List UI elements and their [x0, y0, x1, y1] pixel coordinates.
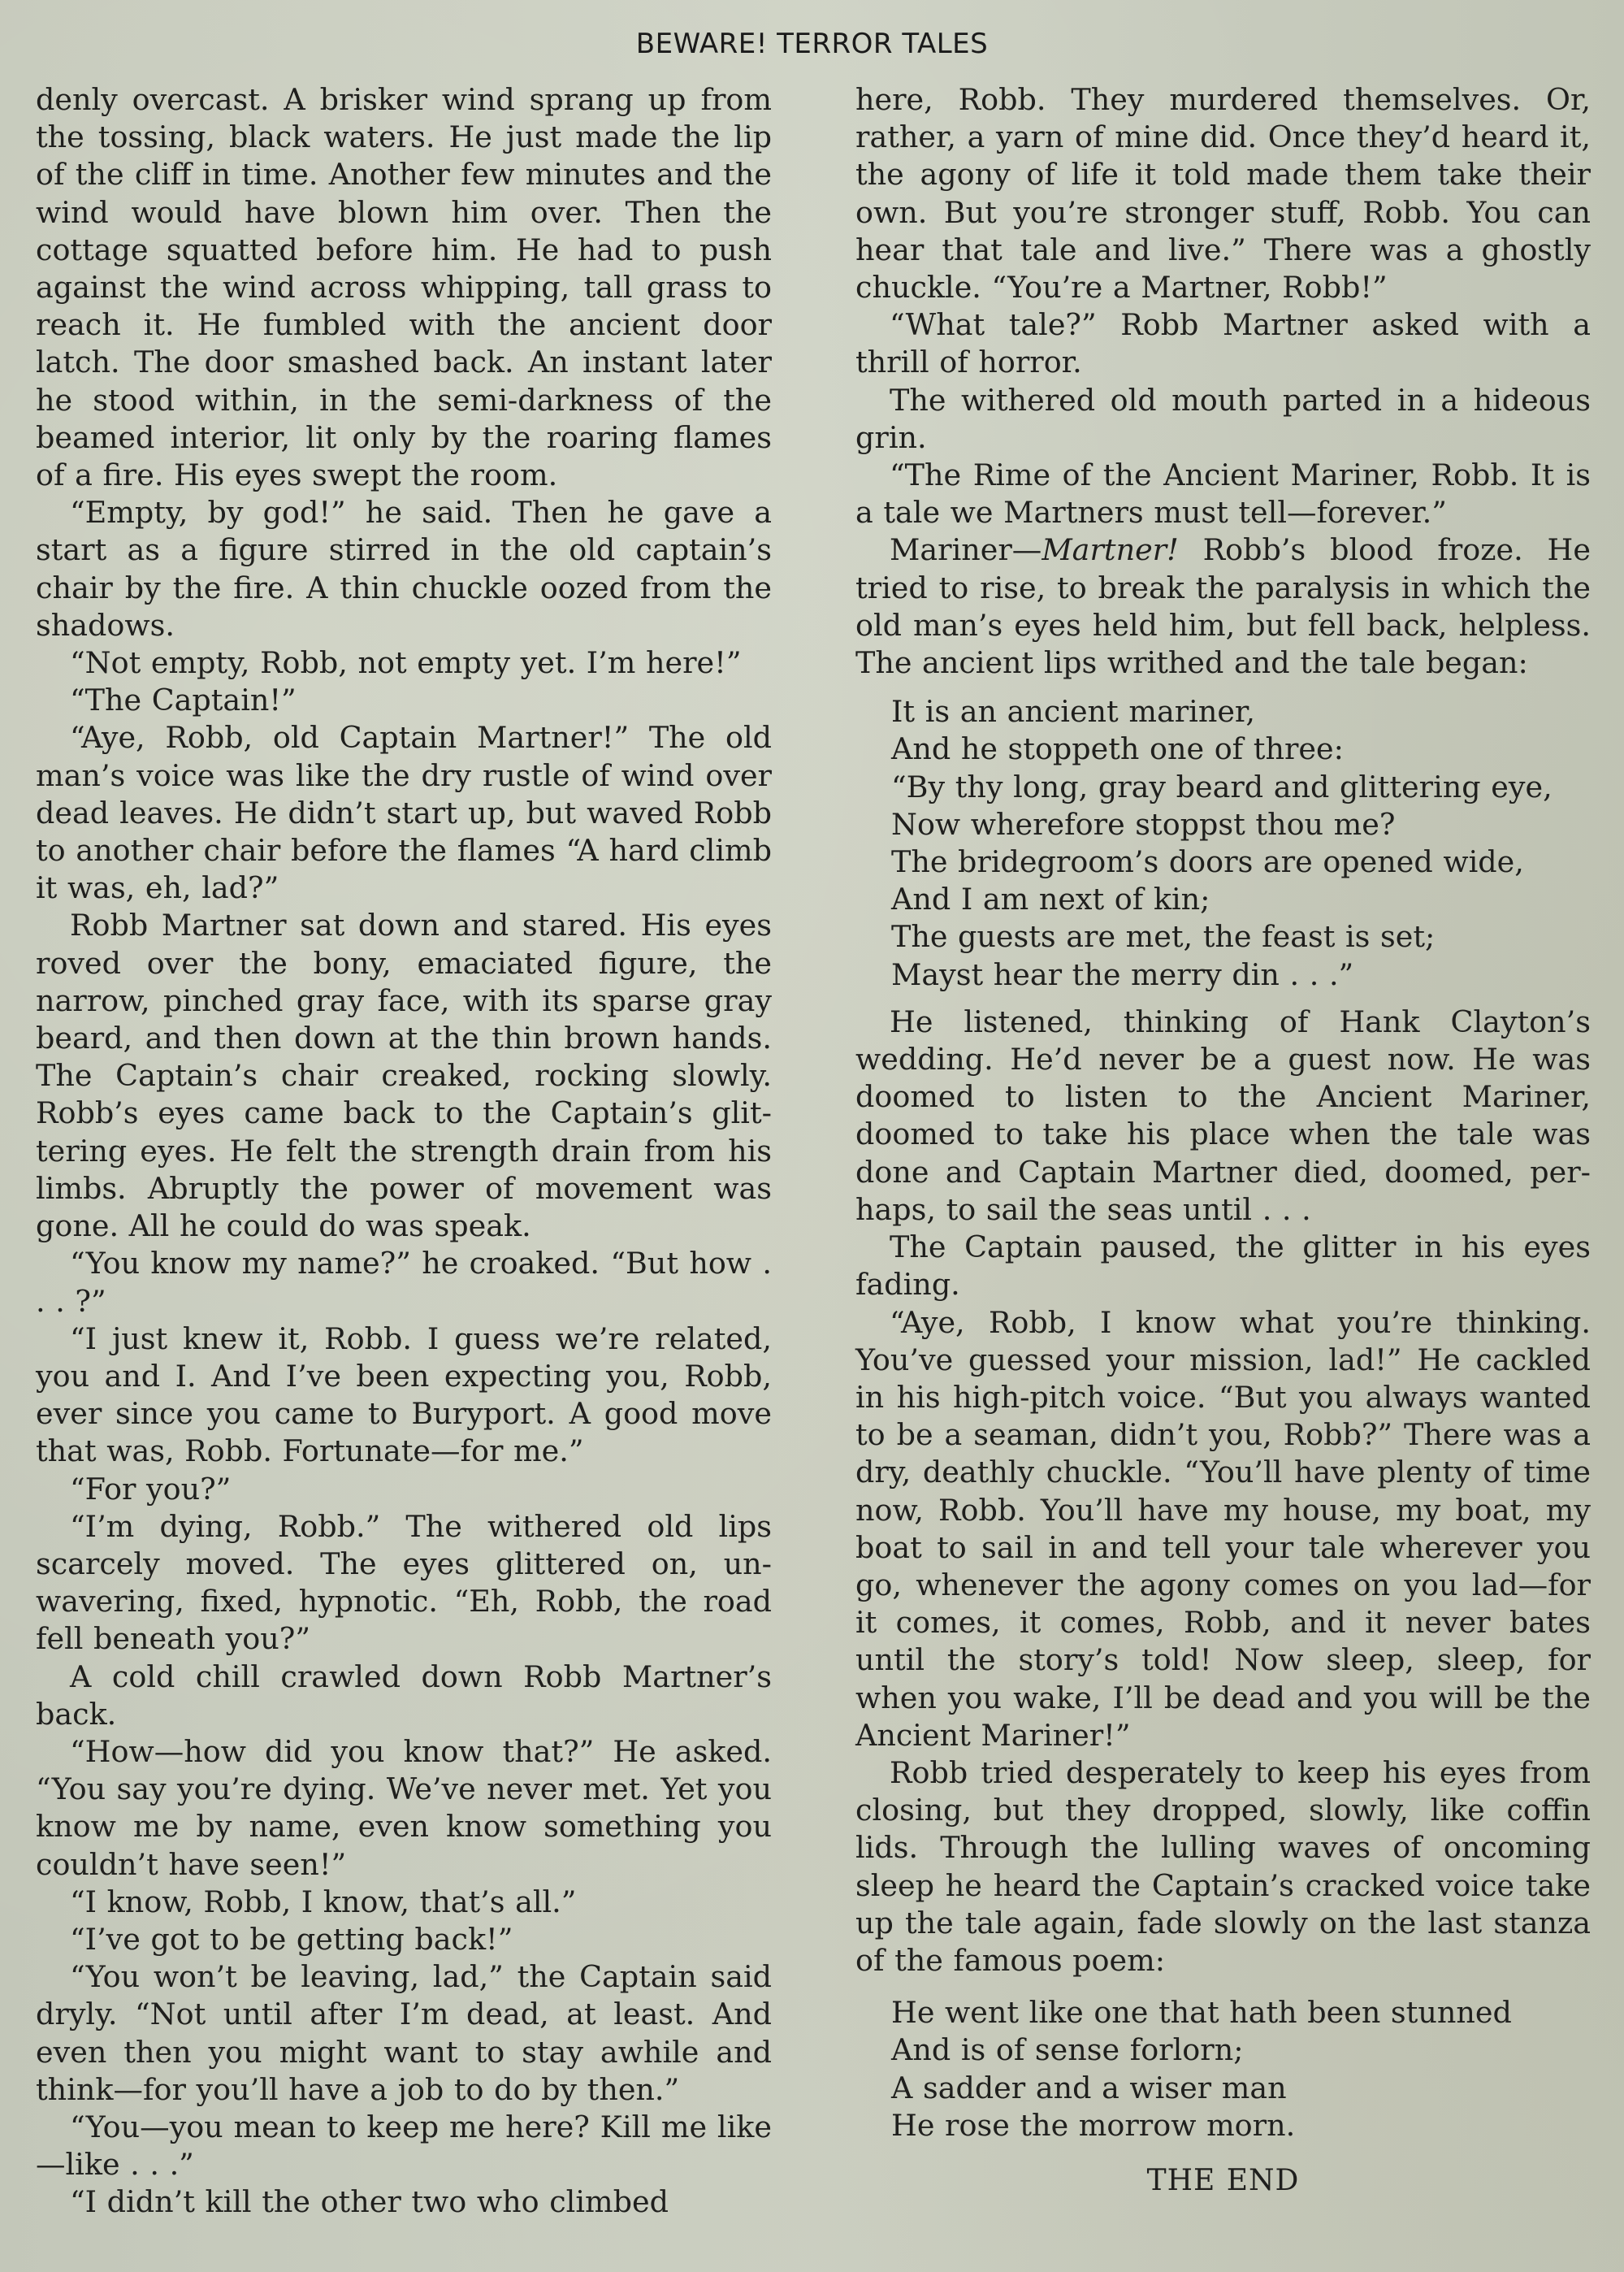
paragraph: “How—how did you know that?” He asked. “You say you’re dying. We’ve never met. Yet you know me by name, even know something you couldn’t have seen!”: [36, 1733, 772, 1882]
paragraph: He listened, thinking of Hank Clayton’s wedding. He’d never be a guest now. He was doomed to listen to the Ancient Mariner, doomed to take his place when the tale was done and Captain Martner died, doomed, perhaps, to sail the seas until . . .: [855, 1004, 1591, 1227]
paragraph: “Aye, Robb, I know what you’re thinking. You’ve guessed your mission, lad!” He cackled in his high-pitch voice. “But you always wanted to be a seaman, didn’t you, Robb?” There was a dry, deathly chuckle. “You’ll have plenty of time now, Robb. You’ll have my house, my boat, my boat to sail in and tell your tale wherever you go, whenever the agony comes on you lad—for it comes, it comes, Robb, and it never bates until the story’s told! Now sleep, sleep, for when you wake, I’ll be dead and you will be the Ancient Mariner!”: [855, 1304, 1591, 1753]
left-column: [36, 81, 772, 2222]
paragraph: “I’m dying, Robb.” The withered old lips scarcely moved. The eyes glittered on, unwavering, fixed, hypnotic. “Eh, Robb, the road fell beneath you?”: [36, 1508, 772, 1657]
poem-line: The bridegroom’s doors are opened wide,: [891, 844, 1524, 880]
paragraph: “You—you mean to keep me here? Kill me like—like . . .”: [36, 2109, 772, 2183]
poem-line: The guests are met, the feast is set;: [891, 919, 1436, 955]
poem-line: It is an ancient mariner,: [891, 694, 1255, 730]
page-header-title: BEWARE! TERROR TALES: [635, 28, 989, 60]
poem-line: And is of sense forlorn;: [891, 2032, 1244, 2068]
right-column: [855, 81, 1591, 2200]
martner-emphasis: Martner!: [1042, 532, 1179, 568]
paragraph: “Aye, Robb, old Captain Martner!” The old man’s voice was like the dry rustle of wind over dead leaves. He didn’t start up, but waved Robb to another chair before the flames “A hard climb it was, eh, lad?”: [36, 720, 772, 906]
paragraph: A cold chill crawled down Robb Martner’s back.: [36, 1658, 772, 1732]
paragraph: “What tale?” Robb Martner asked with a thrill of horror.: [855, 307, 1591, 380]
paragraph: denly overcast. A brisker wind sprang up from the tossing, black waters. He just made the lip of the cliff in time. Another few minutes and the wind would have blown him over. Then the cottage squatted before him. He had to push against the wind across whipping, tall grass to reach it. He fumbled with the ancient door latch. The door smashed back. An instant later he stood within, in the semi-darkness of the beamed interior, lit only by the roaring flames of a fire. His eyes swept the room.: [36, 82, 772, 493]
paragraph: Robb Martner sat down and stared. His eyes roved over the bony, emaciated figure, the narrow, pinched gray face, with its sparse gray beard, and then down at the thin brown hands. The Captain’s chair creaked, rocking slowly. Robb’s eyes came back to the Captain’s glittering eyes. He felt the strength drain from his limbs. Abruptly the power of movement was gone. All he could do was speak.: [36, 908, 772, 1244]
paragraph: “You know my name?” he croaked. “But how . . . ?”: [36, 1246, 772, 1319]
paragraph: “The Captain!”: [70, 683, 297, 718]
poem-line: A sadder and a wiser man: [891, 2070, 1287, 2105]
paragraph: here, Robb. They murdered themselves. Or, rather, a yarn of mine did. Once they’d heard it, the agony of life it told made them take their own. But you’re stronger stuff, Robb. You can hear that tale and live.” There was a ghostly chuckle. “You’re a Martner, Robb!”: [855, 82, 1591, 306]
poem-line: He went like one that hath been stunned: [891, 1995, 1512, 2031]
paragraph: “Not empty, Robb, not empty yet. I’m here!”: [70, 645, 742, 681]
poem-line: He rose the morrow morn.: [891, 2107, 1296, 2143]
the-end-label: THE END: [1146, 2163, 1300, 2197]
paragraph: “I didn’t kill the other two who climbed: [70, 2184, 669, 2220]
paragraph: “I’ve got to be getting back!”: [70, 1921, 513, 1957]
paragraph: “The Rime of the Ancient Mariner, Robb. It is a tale we Martners must tell—forever.”: [855, 457, 1591, 531]
poem-line: “By thy long, gray beard and glittering eye,: [891, 769, 1553, 804]
paragraph: Robb tried desperately to keep his eyes from closing, but they dropped, slowly, like coffin lids. Through the lulling waves of oncoming sleep he heard the Captain’s cracked voice take up the tale again, fade slowly on the last stanza of the famous poem:: [855, 1754, 1591, 1978]
paragraph: “Empty, by god!” he said. Then he gave a start as a figure stirred in the old captain’s chair by the fire. A thin chuckle oozed from the shadows.: [36, 495, 772, 643]
mariner-rest: Robb’s blood froze. He tried to rise, to break the paralysis in which the old man’s eyes held him, but fell back, helpless. The ancient lips writhed and the tale began:: [855, 532, 1591, 681]
poem-line: Mayst hear the merry din . . .”: [891, 956, 1354, 992]
paragraph: “I know, Robb, I know, that’s all.”: [70, 1884, 577, 1919]
paragraph: The Captain paused, the glitter in his eyes fading.: [855, 1229, 1591, 1303]
poem-line: And he stoppeth one of three:: [891, 731, 1344, 767]
mariner-prefix: Mariner—: [890, 532, 1042, 568]
poem-stanza-last: [891, 1994, 1591, 2144]
paragraph: “For you?”: [70, 1471, 232, 1507]
paragraph: The withered old mouth parted in a hideous grin.: [855, 382, 1591, 455]
paragraph: “I just knew it, Robb. I guess we’re related, you and I. And I’ve been expecting you, Robb, ever since you came to Buryport. A good move that was, Robb. Fortunate—for me.”: [36, 1320, 772, 1469]
poem-line: Now wherefore stoppst thou me?: [891, 806, 1396, 842]
poem-stanza-first: [891, 693, 1591, 994]
mariner-paragraph: [855, 531, 1591, 682]
poem-line: And I am next of kin;: [891, 882, 1210, 917]
paragraph: “You won’t be leaving, lad,” the Captain said dryly. “Not until after I’m dead, at least. And even then you might want to stay awhile and think—for you’ll have a job to do by then.”: [36, 1959, 772, 2107]
